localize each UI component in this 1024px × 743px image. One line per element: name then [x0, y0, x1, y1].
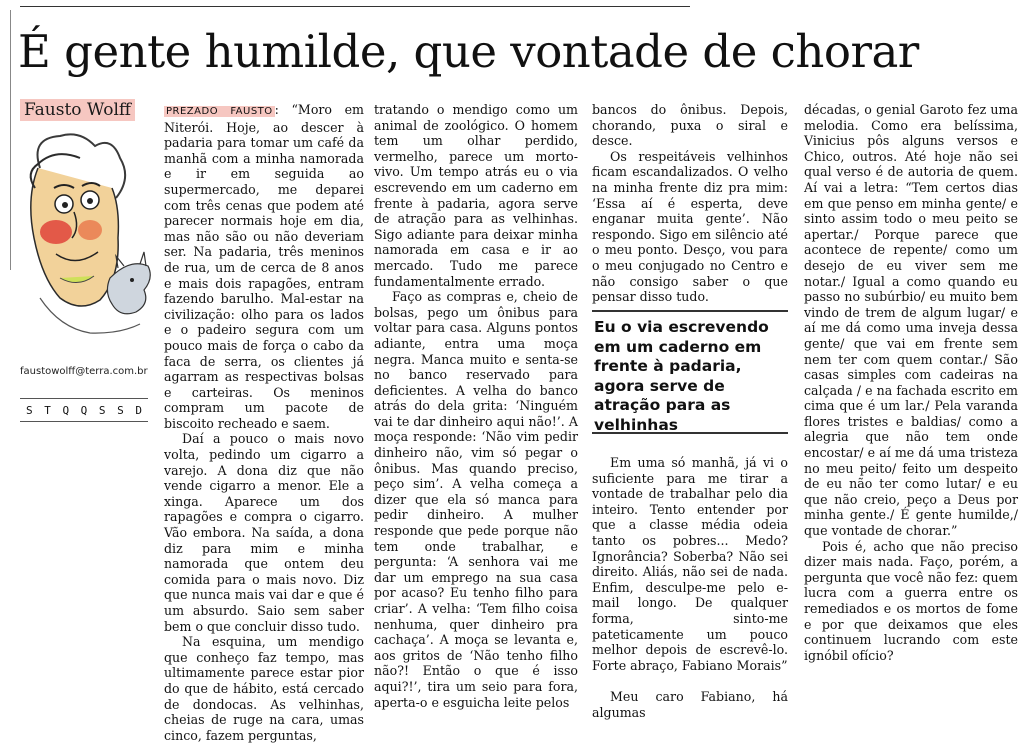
paragraph: Faço as compras e, cheio de bolsas, pego um ônibus para voltar para casa. Alguns pontos adiante, entra uma moça negra. Manca muito e senta-se no banco reservado para deficientes. A velha do banco atrás do dela grita: ‘Ninguém vai te dar dinheiro aqui não!’. A moça responde: ‘Não vim pedir dinheiro não, vim só pegar o ônibus. Mas quando preciso, peço sim’. A velha começa a dizer que ela só manca para pedir dinheiro. A mulher responde que pede porque não tem onde trabalhar, e pergunta: ‘A senhora vai me dar um emprego na sua casa por acaso? Eu tenho filho para criar’. A velha: ‘Tem filho coisa nenhuma, quer dinheiro pra cachaça’. A moça se levanta e, aos gritos de ‘Não tenho filho não?! Então o que é isso aqui?!’, tira um seio para fora, aperta-o e esguicha leite pelos — [374, 289, 578, 710]
weekday-letter: S — [98, 404, 106, 417]
weekday-strip — [20, 404, 148, 417]
paragraph: Pois é, acho que não preciso dizer mais nada. Faço, porém, a pergunta que você não fez: quem lucra com a guerra entre os remediados e os mortos de fome e por que deixamos que eles continuem lucrando com este ignóbil ofício? — [804, 538, 1018, 663]
days-top-rule — [20, 398, 148, 399]
paragraph: Os respeitáveis velhinhos ficam escandalizados. O velho na minha frente diz pra mim: ‘Essa aí é esperta, deve enganar muita gente’. Não respondo. Sigo em silêncio até o meu ponto. Desço, vou para o meu conjugado no Centro e não consigo saber o que pensar disso tudo. — [592, 148, 788, 305]
weekday-letter: D — [135, 404, 142, 417]
author-caricature-illustration — [20, 128, 160, 338]
pullquote-top-rule — [592, 310, 788, 312]
article-column-2 — [374, 102, 578, 710]
days-bottom-rule — [20, 421, 148, 422]
paragraph — [164, 102, 364, 431]
left-rule — [10, 10, 11, 270]
author-email[interactable]: faustowolff@terra.com.br — [20, 366, 148, 377]
paragraph: décadas, o genial Garoto fez uma melodia. Como era belíssima, Vinicius pôs alguns versos e Chico, outros. Até hoje não sei qual verso é de autoria de quem. Aí vai a letra: “Tem certos dias em que penso em minha gente/ e sinto assim todo o meu peito se apertar./ Porque parece que acontece de repente/ como um desejo de eu viver sem me notar./ Igual a como quando eu passo no subúrbio/ eu muito bem vindo de trem de algum lugar/ e aí me dá como uma inveja dessa gente/ que vai em frente sem nem ter com quem contar./ São casas simples com cadeiras na calçada / e na fachada escrito em cima que é um lar./ Pela varanda flores tristes e baldias/ como a alegria que não tem onde encostar/ e aí me dá uma tristeza no meu peito/ feito um despeito de eu não ter como lutar/ e eu que não creio, peço a Deus por minha gente./ É gente humilde,/ que vontade de chorar.” — [804, 102, 1018, 539]
headline: É gente humilde, que vontade de chorar — [18, 25, 919, 78]
author-name: Fausto Wolff — [20, 99, 135, 121]
paragraph: bancos do ônibus. Depois, chorando, puxa o siral e desce. — [592, 102, 788, 149]
paragraph: Daí a pouco o mais novo volta, pedindo um cigarro a varejo. A dona diz que não vende cigarro a menor. Ele a xinga. Aparece um dos rapagões e compra o cigarro. Vão embora. Na saída, a dona diz para mim e minha namorada que ontem deu comida para o mais novo. Diz que nunca mais vai dar e que é um absurdo. Saio sem saber bem o que concluir disso tudo. — [164, 431, 364, 634]
paragraph: Meu caro Fabiano, há algumas — [592, 689, 788, 720]
weekday-letter: S — [26, 404, 33, 417]
weekday-letter: T — [44, 404, 51, 417]
pullquote-bottom-rule — [592, 432, 788, 434]
article-column-3 — [592, 102, 788, 305]
weekday-letter: Q — [62, 404, 70, 417]
paragraph-text: : “Moro em Niterói. Hoje, ao descer à padaria para tomar um café da manhã com a minha namorada e ir em seguida ao supermercado, me deparei com três cenas que podem até parecer normais hoje em dia, mas não são ou não deveriam ser. Na padaria, três meninos de rua, um de cerca de 8 anos e mais dois rapagões, entram fazendo barulho. Mal-estar na civilização: olho para os lados e o padeiro segura com um pouco mais de força o cabo da faca de serra, os clientes já agarram as respectivas bolsas e carteiras. Os meninos compram um pacote de biscoito recheado e saem. — [164, 102, 364, 431]
paragraph: Em uma só manhã, já vi o suficiente para me tirar a vontade de trabalhar pelo dia inteiro. Tento entender por que a classe média odeia tanto os pobres... Medo? Ignorância? Soberba? Não sei direito. Aliás, não sei de nada. Enfim, desculpe-me pelo e-mail longo. De qualquer forma, sinto-me pateticamente um pouco melhor depois de escrevê-lo. Forte abraço, Fabiano Morais” — [592, 455, 788, 673]
weekday-letter: Q — [80, 404, 88, 417]
weekday-letter: S — [117, 404, 124, 417]
paragraph: tratando o mendigo como um animal de zoológico. O homem tem um olhar perdido, vermelho, parece um morto-vivo. Um tempo atrás eu o via escrevendo em um caderno em frente à padaria, agora serve de atração para as velhinhas. Sigo adiante para deixar minha namorada em casa e ir ao mercado. Tudo me parece fundamentalmente errado. — [374, 102, 578, 289]
top-rule — [20, 6, 690, 7]
article-column-1 — [164, 102, 364, 743]
lead-in: PREZADO FAUSTO — [166, 106, 273, 117]
article-column-3-lower — [592, 455, 788, 721]
article-column-4 — [804, 102, 1018, 663]
paragraph: Na esquina, um mendigo que conheço faz tempo, mas ultimamente parece estar pior do que de hábito, está cercado de dondocas. As velhinhas, cheias de ruge na cara, umas cinco, fazem perguntas, — [164, 634, 364, 743]
pullquote: Eu o via escrevendo em um caderno em frente à padaria, agora serve de atração para as velhinhas — [594, 318, 769, 434]
